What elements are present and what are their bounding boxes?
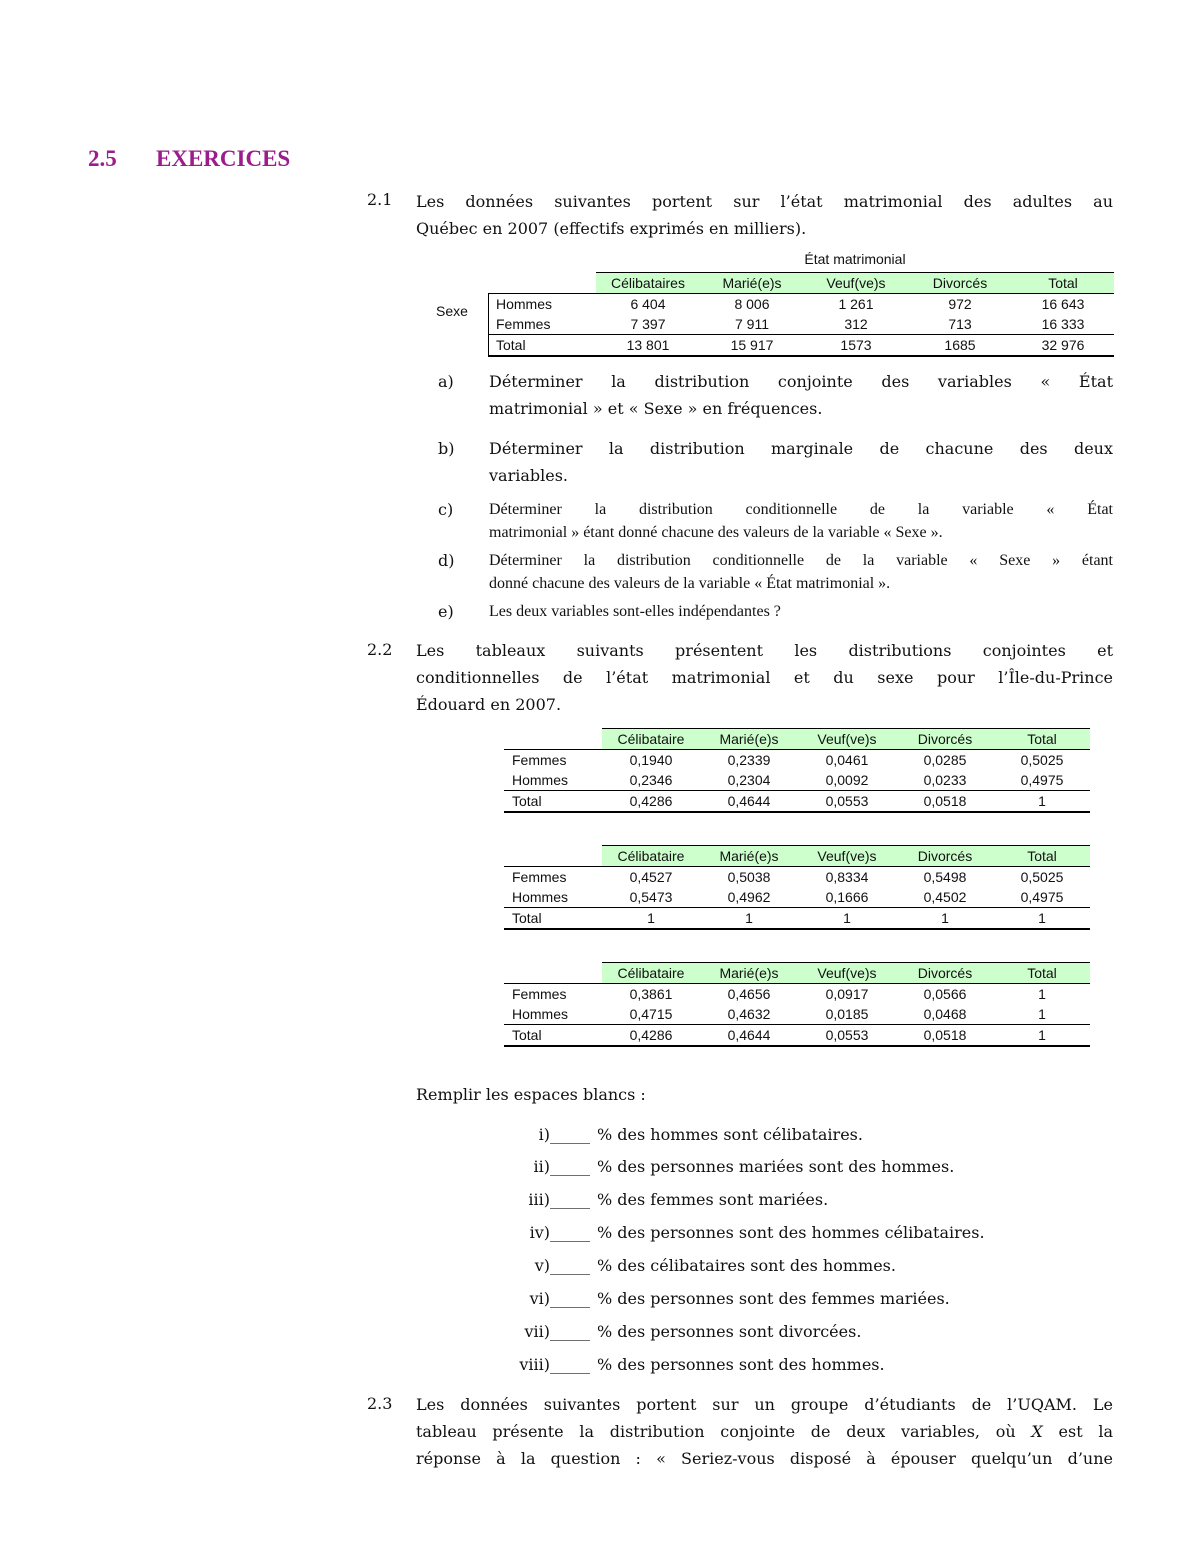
table-header-row — [488, 273, 1114, 294]
column-header: Veuf(ve)s — [798, 729, 896, 750]
fill-label: vi)_____ — [529, 1289, 590, 1308]
table-cell: 1573 — [804, 335, 908, 357]
fill-label: v)_____ — [534, 1256, 590, 1275]
column-header: Célibataires — [596, 273, 700, 294]
fill-label: ii)_____ — [533, 1157, 590, 1176]
fill-item — [0, 1322, 1200, 1344]
table-cell: 972 — [908, 294, 1012, 315]
section-number: 2.5 — [88, 146, 117, 171]
question-line: matrimonial » étant donné chacune des valeurs de la variable « Sexe ». — [489, 524, 943, 541]
exercise-number-2-1: 2.1 — [367, 190, 393, 209]
statement-line: réponse à la question : « Seriez-vous disposé à épouser quelqu’un d’une — [416, 1449, 1113, 1468]
table-cell: 0,0518 — [896, 1025, 994, 1047]
statement-line: Édouard en 2007. — [416, 695, 562, 714]
table-cell: 16 333 — [1041, 316, 1085, 332]
fill-text: % des personnes sont des hommes célibataires. — [597, 1223, 985, 1242]
table-cell: 0,5473 — [629, 889, 673, 905]
column-header: Divorcés — [896, 846, 994, 867]
table-cell: 0,0285 — [896, 750, 994, 771]
statement-line: Québec en 2007 (effectifs exprimés en milliers). — [416, 219, 807, 238]
row-label: Total — [504, 908, 602, 930]
table-cell: 1 — [1038, 1006, 1046, 1022]
row-label: Femmes — [504, 867, 602, 888]
row-label: Total — [488, 335, 596, 357]
table-row — [504, 887, 1090, 908]
fill-label: iv)_____ — [529, 1223, 590, 1242]
fill-item — [0, 1190, 1200, 1212]
fill-text: % des personnes sont des hommes. — [597, 1355, 885, 1374]
column-header: Veuf(ve)s — [798, 846, 896, 867]
question-label: d) — [438, 551, 455, 570]
row-label: Hommes — [512, 772, 569, 788]
question-line: Déterminer la distribution conditionnelle de la variable « Sexe » étant — [489, 552, 1113, 569]
table-cell: 0,4527 — [602, 867, 700, 888]
fill-text: % des célibataires sont des hommes. — [597, 1256, 896, 1275]
table-header-row — [504, 846, 1090, 867]
joint-distribution-table — [504, 728, 1090, 813]
question-b — [489, 435, 1113, 489]
question-label: c) — [438, 500, 454, 519]
table-cell: 0,5038 — [700, 867, 798, 888]
column-header: Total — [1012, 273, 1114, 294]
fill-label: vii)_____ — [524, 1322, 590, 1341]
table-cell: 1 — [994, 984, 1090, 1005]
table-row — [488, 314, 1114, 335]
exercise-number-2-2: 2.2 — [367, 640, 393, 659]
table-cell: 0,4502 — [923, 889, 967, 905]
table-cell: 8 006 — [700, 294, 804, 315]
fill-text: % des personnes sont des femmes mariées. — [597, 1289, 950, 1308]
fill-label: iii)_____ — [528, 1190, 590, 1209]
table-cell: 0,4975 — [1020, 772, 1064, 788]
row-label: Femmes — [504, 750, 602, 771]
table-cell: 32 976 — [1012, 335, 1114, 357]
statement-line: Les tableaux suivants présentent les distributions conjointes et — [416, 641, 1113, 660]
table-cell: 13 801 — [596, 335, 700, 357]
column-header: Célibataire — [602, 729, 700, 750]
table-cell: 0,0566 — [896, 984, 994, 1005]
column-header: Marié(e)s — [700, 729, 798, 750]
table-cell: 1 — [896, 908, 994, 930]
table-cell: 0,4644 — [700, 791, 798, 813]
row-label: Hommes — [512, 889, 569, 905]
fill-item — [0, 1125, 1200, 1147]
table-cell: 0,4715 — [629, 1006, 673, 1022]
exercise-2-3-statement — [416, 1391, 1113, 1472]
fill-item — [0, 1223, 1200, 1245]
table-cell: 0,0233 — [923, 772, 967, 788]
column-header: Divorcés — [908, 273, 1012, 294]
question-label: b) — [438, 439, 455, 458]
question-line: variables. — [489, 466, 569, 485]
table-cell: 1 — [798, 908, 896, 930]
question-a — [489, 368, 1113, 422]
row-label: Femmes — [504, 984, 602, 1005]
table-cell: 0,2346 — [629, 772, 673, 788]
question-line: matrimonial » et « Sexe » en fréquences. — [489, 399, 823, 418]
table-cell: 0,0185 — [825, 1006, 869, 1022]
table-cell: 0,0468 — [923, 1006, 967, 1022]
table-total-row — [504, 791, 1090, 813]
fill-text: % des personnes mariées sont des hommes. — [597, 1157, 955, 1176]
column-header: Marié(e)s — [700, 273, 804, 294]
fill-item — [0, 1289, 1200, 1311]
question-d — [489, 549, 1113, 595]
column-header: Célibataire — [602, 846, 700, 867]
question-line: Les deux variables sont-elles indépendantes ? — [489, 603, 781, 620]
table-cell: 0,2339 — [700, 750, 798, 771]
row-label: Hommes — [488, 294, 596, 315]
table-cell: 1 — [994, 1025, 1090, 1047]
column-header: Total — [994, 963, 1090, 984]
table-cell: 1 — [994, 791, 1090, 813]
table-header-row — [504, 729, 1090, 750]
table-cell: 0,0461 — [798, 750, 896, 771]
table-cell: 0,4656 — [700, 984, 798, 1005]
exercise-2-1-statement — [416, 188, 1113, 242]
table-cell: 0,4286 — [602, 1025, 700, 1047]
table-cell: 0,5498 — [896, 867, 994, 888]
table-total-row — [504, 1025, 1090, 1047]
column-header: Total — [994, 846, 1090, 867]
column-header: Veuf(ve)s — [798, 963, 896, 984]
question-line: Déterminer la distribution conditionnelle de la variable « État — [489, 501, 1113, 518]
fill-item — [0, 1157, 1200, 1179]
table-row — [504, 750, 1090, 771]
row-label: Total — [504, 791, 602, 813]
conditional-by-status-table — [504, 845, 1090, 930]
table-cell: 0,8334 — [798, 867, 896, 888]
section-title: EXERCICES — [156, 146, 291, 171]
column-header: Total — [994, 729, 1090, 750]
table-row — [504, 1004, 1090, 1025]
table-cell: 6 404 — [596, 294, 700, 315]
table-cell: 0,4286 — [602, 791, 700, 813]
table-cell: 7 911 — [735, 316, 769, 332]
question-line: donné chacune des valeurs de la variable « État matrimonial ». — [489, 575, 891, 592]
table-total-row — [504, 908, 1090, 930]
table-cell: 7 397 — [630, 316, 666, 332]
variable-x: X — [1031, 1422, 1043, 1441]
column-header: Veuf(ve)s — [804, 273, 908, 294]
column-header: Célibataire — [602, 963, 700, 984]
table-cell: 0,5025 — [994, 750, 1090, 771]
fill-label: viii)_____ — [519, 1355, 590, 1374]
row-label: Femmes — [496, 316, 551, 332]
section-heading — [88, 146, 290, 172]
table-row — [504, 984, 1090, 1005]
marital-status-table — [488, 272, 1114, 357]
table-cell: 0,0553 — [798, 1025, 896, 1047]
fill-text: % des personnes sont divorcées. — [597, 1322, 862, 1341]
table-cell: 0,2304 — [727, 772, 771, 788]
question-e — [489, 600, 1113, 623]
fill-label: i)_____ — [538, 1125, 590, 1144]
table-side-label: Sexe — [436, 303, 468, 319]
statement-line: Les données suivantes portent sur un groupe d’étudiants de l’UQAM. Le — [416, 1395, 1113, 1414]
table-cell: 0,5025 — [994, 867, 1090, 888]
table-cell: 1685 — [908, 335, 1012, 357]
question-line: Déterminer la distribution marginale de chacune des deux — [489, 439, 1113, 458]
table-cell: 0,4975 — [1020, 889, 1064, 905]
statement-line: Les données suivantes portent sur l’état matrimonial des adultes au — [416, 192, 1113, 211]
exercise-2-2-statement — [416, 637, 1113, 718]
table-divider — [488, 293, 489, 355]
table-cell: 0,1666 — [825, 889, 869, 905]
table-cell: 1 — [994, 908, 1090, 930]
table-row — [488, 294, 1114, 315]
table-cell: 312 — [844, 316, 868, 332]
table-cell: 0,0917 — [798, 984, 896, 1005]
table-row — [504, 867, 1090, 888]
fill-item — [0, 1256, 1200, 1278]
table-cell: 0,4632 — [727, 1006, 771, 1022]
question-label: a) — [438, 372, 454, 391]
fill-intro: Remplir les espaces blancs : — [416, 1085, 646, 1104]
statement-fragment: tableau présente la distribution conjointe de deux variables, où — [416, 1422, 1032, 1441]
fill-text: % des hommes sont célibataires. — [597, 1125, 863, 1144]
row-label: Total — [504, 1025, 602, 1047]
table-cell: 713 — [948, 316, 972, 332]
table-header-row — [504, 963, 1090, 984]
question-c — [489, 498, 1113, 544]
table-cell: 15 917 — [700, 335, 804, 357]
statement-line: conditionnelles de l’état matrimonial et du sexe pour l’Île-du-Prince — [416, 668, 1113, 687]
table-cell: 16 643 — [1012, 294, 1114, 315]
statement-fragment: est la — [1042, 1422, 1113, 1441]
table-cell: 1 — [602, 908, 700, 930]
table-cell: 0,0518 — [896, 791, 994, 813]
column-header: Divorcés — [896, 729, 994, 750]
table-row — [504, 770, 1090, 791]
table-super-header: État matrimonial — [804, 251, 906, 267]
table-total-row — [488, 335, 1114, 357]
statement-line — [416, 1418, 1113, 1445]
table-cell: 0,3861 — [602, 984, 700, 1005]
table-cell: 0,1940 — [602, 750, 700, 771]
conditional-by-sex-table — [504, 962, 1090, 1047]
table-cell: 0,0553 — [798, 791, 896, 813]
table-cell: 1 — [700, 908, 798, 930]
fill-item — [0, 1355, 1200, 1377]
column-header: Marié(e)s — [700, 963, 798, 984]
row-label: Hommes — [512, 1006, 569, 1022]
table-cell: 1 261 — [804, 294, 908, 315]
question-label: e) — [438, 602, 454, 621]
exercise-number-2-3: 2.3 — [367, 1394, 393, 1413]
table-cell: 0,4644 — [700, 1025, 798, 1047]
table-cell: 0,4962 — [727, 889, 771, 905]
column-header: Marié(e)s — [700, 846, 798, 867]
question-line: Déterminer la distribution conjointe des variables « État — [489, 372, 1113, 391]
table-cell: 0,0092 — [825, 772, 869, 788]
fill-text: % des femmes sont mariées. — [597, 1190, 829, 1209]
column-header: Divorcés — [896, 963, 994, 984]
